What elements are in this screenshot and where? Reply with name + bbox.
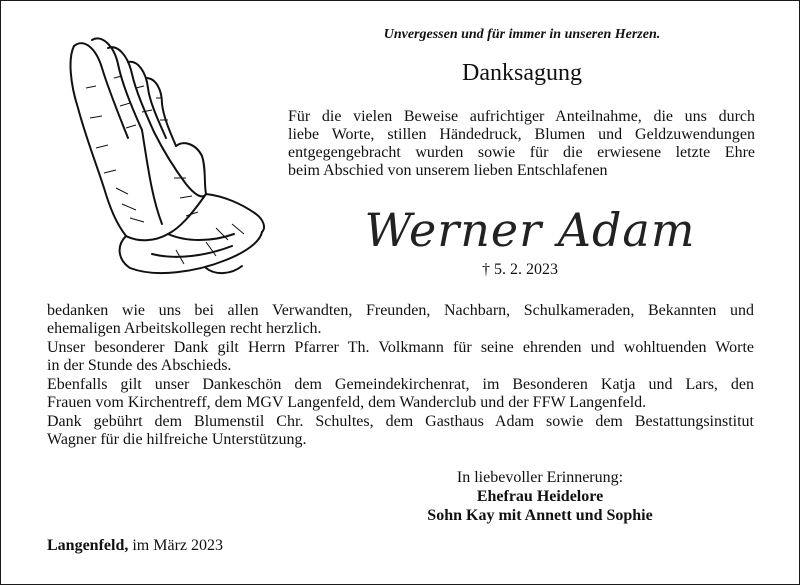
intro-line: beim Abschied von unserem lieben Entschlafenen (288, 162, 608, 179)
closing-line: In liebevoller Erinnerung: (456, 469, 624, 486)
body-line: bedanken wie uns bei allen Verwandten, Freunden, Nachbarn, Schulkameraden, Bekannten und (47, 302, 754, 319)
body-line: Frauen vom Kirchentreff, dem MGV Langenfeld, dem Wanderclub und der FFW Langenfeld. (47, 394, 647, 411)
praying-hands-icon (56, 28, 271, 278)
body-line: Unser besonderer Dank gilt Herrn Pfarrer Th. Volkmann für seine ehrenden und wohltuenden Worte (47, 339, 754, 356)
closing-block (380, 468, 700, 525)
place-city: Langenfeld, (47, 537, 129, 554)
intro-line: Für die vielen Beweise aufrichtiger Anteilnahme, die uns durch (288, 108, 755, 125)
widow-name: Ehefrau Heidelore (476, 488, 604, 505)
body-line: Dank gebührt dem Blumenstil Chr. Schultes, dem Gasthaus Adam sowie dem Bestattungsinstitut (47, 413, 754, 430)
place-month: im März 2023 (132, 537, 223, 554)
body-line: in der Stunde des Abschieds. (47, 357, 232, 374)
body-paragraph (47, 413, 754, 449)
body-paragraph (47, 339, 754, 375)
place-date (47, 537, 223, 555)
tagline: Unvergessen und für immer in unseren Herzen. (383, 27, 661, 42)
body-paragraph (47, 376, 754, 412)
body-line: ehemaligen Arbeitskollegen recht herzlich. (47, 320, 322, 337)
body-line: Ebenfalls gilt unser Dankeschön dem Gemeindekirchenrat, im Besonderen Katja und Lars, den (47, 376, 754, 393)
page-title: Danksagung (462, 60, 582, 86)
body-paragraph (47, 302, 754, 338)
death-date: † 5. 2. 2023 (482, 261, 558, 278)
intro-paragraph (288, 108, 755, 180)
deceased-name: Werner Adam (364, 203, 696, 257)
intro-line: liebe Worte, stillen Händedruck, Blumen und Geldzuwendungen (288, 126, 755, 143)
family-names: Sohn Kay mit Annett und Sophie (427, 507, 653, 524)
thanks-body (47, 302, 754, 450)
intro-line: entgegengebracht wurden sowie für die erwiesene letzte Ehre (288, 144, 755, 161)
body-line: Wagner für die hilfreiche Unterstützung. (47, 431, 307, 448)
